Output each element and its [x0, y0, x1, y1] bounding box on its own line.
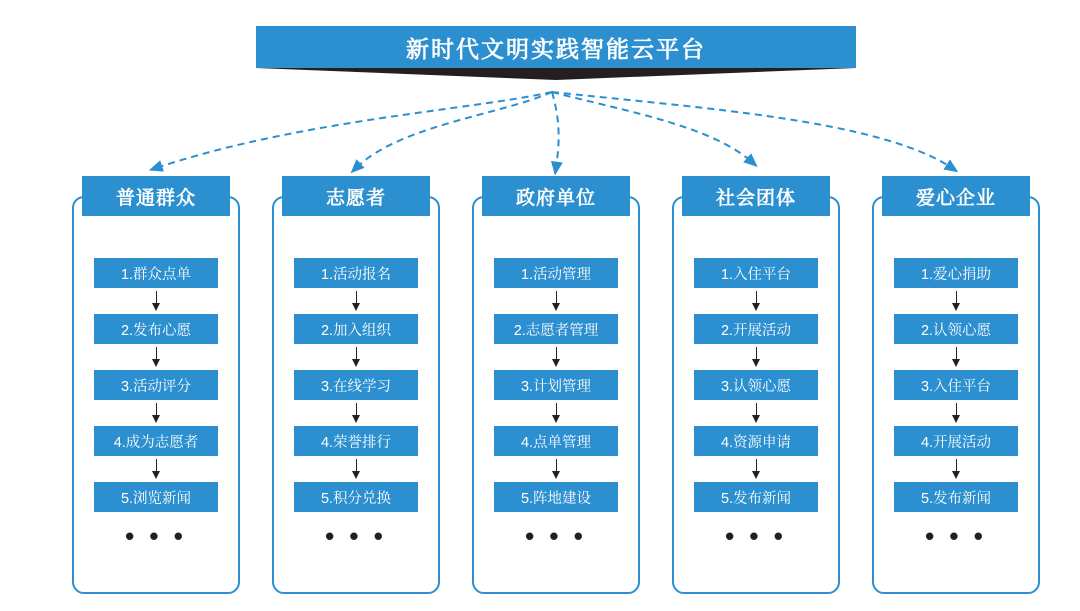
column-items [674, 258, 838, 551]
arrow-down-icon [151, 344, 161, 370]
list-item[interactable]: 3.认领心愿 [694, 370, 818, 400]
list-item[interactable]: 4.开展活动 [894, 426, 1018, 456]
role-column-普通群众 [72, 187, 240, 594]
list-item[interactable]: 5.发布新闻 [694, 482, 818, 512]
column-header: 普通群众 [82, 176, 230, 216]
arrow-down-icon [151, 456, 161, 482]
list-item[interactable]: 5.阵地建设 [494, 482, 618, 512]
list-item[interactable]: 4.点单管理 [494, 426, 618, 456]
arrow-down-icon [551, 456, 561, 482]
column-header: 志愿者 [282, 176, 430, 216]
column-items [274, 258, 438, 551]
list-item[interactable]: 4.资源申请 [694, 426, 818, 456]
role-column-政府单位 [472, 187, 640, 594]
list-item[interactable]: 3.计划管理 [494, 370, 618, 400]
page-title: 新时代文明实践智能云平台 [256, 26, 856, 68]
arrow-down-icon [151, 288, 161, 314]
arrow-down-icon [351, 400, 361, 426]
list-item[interactable]: 5.发布新闻 [894, 482, 1018, 512]
arrow-down-icon [351, 344, 361, 370]
list-item[interactable]: 3.在线学习 [294, 370, 418, 400]
list-item[interactable]: 4.荣誉排行 [294, 426, 418, 456]
more-indicator: • • • [325, 521, 387, 551]
more-indicator: • • • [525, 521, 587, 551]
arrow-down-icon [551, 400, 561, 426]
list-item[interactable]: 3.活动评分 [94, 370, 218, 400]
list-item[interactable]: 1.爱心捐助 [894, 258, 1018, 288]
arrow-down-icon [951, 456, 961, 482]
arrow-down-icon [751, 288, 761, 314]
list-item[interactable]: 2.发布心愿 [94, 314, 218, 344]
arrow-down-icon [551, 288, 561, 314]
list-item[interactable]: 4.成为志愿者 [94, 426, 218, 456]
column-items [74, 258, 238, 551]
arrow-down-icon [151, 400, 161, 426]
more-indicator: • • • [925, 521, 987, 551]
column-items [874, 258, 1038, 551]
list-item[interactable]: 1.活动报名 [294, 258, 418, 288]
arrow-down-icon [951, 288, 961, 314]
column-header: 社会团体 [682, 176, 830, 216]
list-item[interactable]: 2.志愿者管理 [494, 314, 618, 344]
arrow-down-icon [551, 344, 561, 370]
role-column-志愿者 [272, 187, 440, 594]
column-header: 爱心企业 [882, 176, 1030, 216]
list-item[interactable]: 2.加入组织 [294, 314, 418, 344]
arrow-down-icon [751, 400, 761, 426]
list-item[interactable]: 5.积分兑换 [294, 482, 418, 512]
title-banner-shadow [256, 68, 856, 80]
list-item[interactable]: 2.开展活动 [694, 314, 818, 344]
arrow-down-icon [351, 456, 361, 482]
list-item[interactable]: 5.浏览新闻 [94, 482, 218, 512]
more-indicator: • • • [125, 521, 187, 551]
arrow-down-icon [751, 456, 761, 482]
arrow-down-icon [951, 400, 961, 426]
role-column-爱心企业 [872, 187, 1040, 594]
arrow-down-icon [351, 288, 361, 314]
list-item[interactable]: 1.群众点单 [94, 258, 218, 288]
column-items [474, 258, 638, 551]
column-header: 政府单位 [482, 176, 630, 216]
role-column-社会团体 [672, 187, 840, 594]
list-item[interactable]: 1.入住平台 [694, 258, 818, 288]
arrow-down-icon [951, 344, 961, 370]
list-item[interactable]: 3.入住平台 [894, 370, 1018, 400]
list-item[interactable]: 1.活动管理 [494, 258, 618, 288]
list-item[interactable]: 2.认领心愿 [894, 314, 1018, 344]
more-indicator: • • • [725, 521, 787, 551]
arrow-down-icon [751, 344, 761, 370]
